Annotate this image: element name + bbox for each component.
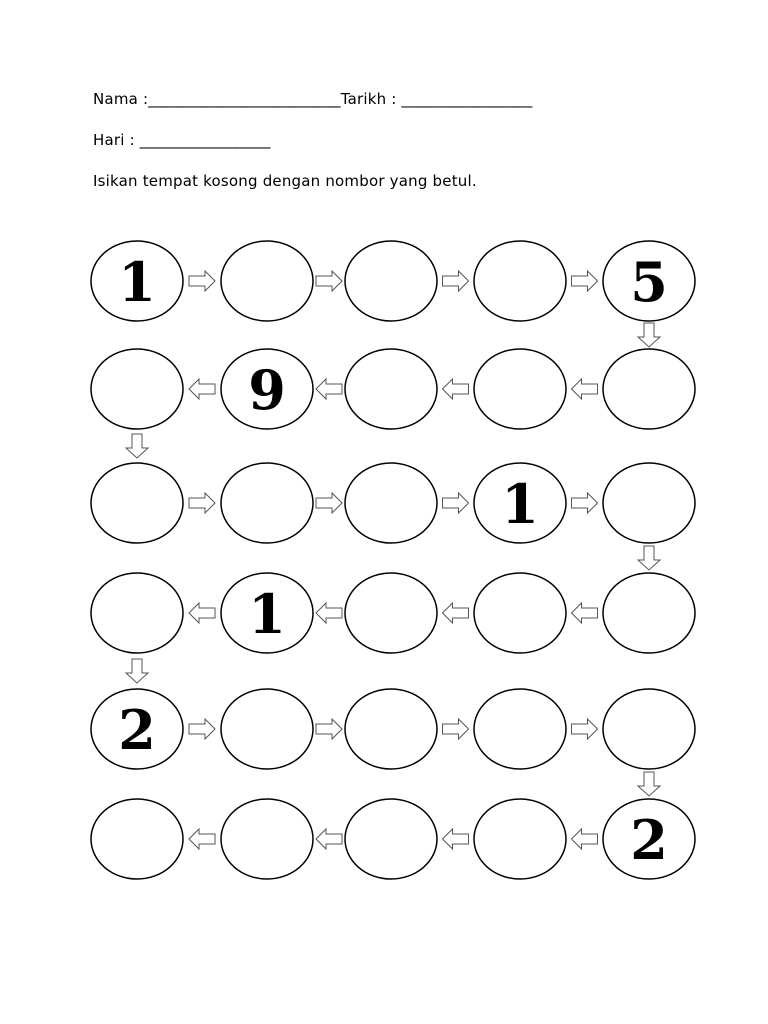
number-circle-r6-c1[interactable] (91, 799, 183, 879)
circle-outline (345, 573, 437, 653)
number-circle-r2-c1[interactable] (91, 349, 183, 429)
number-circle-r5-c5[interactable] (603, 689, 695, 769)
circle-outline (91, 463, 183, 543)
number-circle-r4-c2 (221, 573, 313, 653)
number-circle-r4-c4[interactable] (474, 573, 566, 653)
circle-outline (345, 349, 437, 429)
number-circle-r5-c4[interactable] (474, 689, 566, 769)
number-circle-r3-c2[interactable] (221, 463, 313, 543)
number-circle-r3-c3[interactable] (345, 463, 437, 543)
given-number: 1 (248, 582, 286, 646)
circle-outline (345, 689, 437, 769)
circle-outline (474, 689, 566, 769)
circle-outline (345, 241, 437, 321)
arrow-left-r6-2 (316, 829, 342, 849)
circle-outline (474, 349, 566, 429)
number-circle-r5-c1 (91, 689, 183, 769)
arrow-left-r2-1 (189, 379, 215, 399)
arrow-down-r2 (126, 434, 148, 458)
arrow-left-r2-4 (572, 379, 598, 399)
number-circle-r6-c4[interactable] (474, 799, 566, 879)
arrow-left-r4-4 (572, 603, 598, 623)
circle-outline (603, 349, 695, 429)
number-circle-r5-c3[interactable] (345, 689, 437, 769)
circle-outline (221, 689, 313, 769)
number-circle-r1-c3[interactable] (345, 241, 437, 321)
number-circle-r6-c3[interactable] (345, 799, 437, 879)
number-circle-r5-c2[interactable] (221, 689, 313, 769)
given-number: 1 (118, 250, 156, 314)
circle-outline (474, 799, 566, 879)
circle-outline (221, 463, 313, 543)
day-line: Hari : _________________ (93, 131, 271, 149)
circle-outline (345, 463, 437, 543)
arrow-right-r3-4 (572, 493, 598, 513)
given-number: 5 (630, 250, 668, 314)
number-circle-r1-c5 (603, 241, 695, 321)
number-circle-r3-c4 (474, 463, 566, 543)
circle-outline (221, 799, 313, 879)
arrow-right-r3-1 (189, 493, 215, 513)
number-circle-r3-c1[interactable] (91, 463, 183, 543)
given-number: 2 (630, 808, 668, 872)
arrow-left-r2-2 (316, 379, 342, 399)
arrow-right-r5-4 (572, 719, 598, 739)
number-circle-r6-c5 (603, 799, 695, 879)
circle-outline (221, 241, 313, 321)
number-circle-r4-c3[interactable] (345, 573, 437, 653)
arrow-left-r6-4 (572, 829, 598, 849)
arrow-left-r4-2 (316, 603, 342, 623)
circle-outline (91, 799, 183, 879)
arrow-right-r3-3 (443, 493, 469, 513)
arrow-left-r6-3 (443, 829, 469, 849)
arrow-left-r2-3 (443, 379, 469, 399)
number-circle-r2-c3[interactable] (345, 349, 437, 429)
circle-outline (603, 689, 695, 769)
number-circle-r4-c5[interactable] (603, 573, 695, 653)
arrow-right-r1-4 (572, 271, 598, 291)
number-circle-r6-c2[interactable] (221, 799, 313, 879)
number-circle-r2-c2 (221, 349, 313, 429)
circle-outline (603, 463, 695, 543)
arrow-right-r1-2 (316, 271, 342, 291)
given-number: 9 (248, 358, 286, 422)
number-circle-r4-c1[interactable] (91, 573, 183, 653)
number-circle-r3-c5[interactable] (603, 463, 695, 543)
number-circle-r1-c4[interactable] (474, 241, 566, 321)
number-circle-r1-c2[interactable] (221, 241, 313, 321)
name-date-line: Nama :_________________________Tarikh : _________________ (93, 90, 533, 108)
circle-outline (474, 241, 566, 321)
arrow-down-r5 (638, 772, 660, 796)
number-circle-r2-c4[interactable] (474, 349, 566, 429)
arrow-right-r5-3 (443, 719, 469, 739)
arrow-right-r5-1 (189, 719, 215, 739)
arrow-down-r3 (638, 546, 660, 570)
arrow-left-r4-3 (443, 603, 469, 623)
arrow-down-r1 (638, 323, 660, 347)
given-number: 1 (501, 472, 539, 536)
given-number: 2 (118, 698, 156, 762)
arrow-left-r6-1 (189, 829, 215, 849)
arrow-down-r4 (126, 659, 148, 683)
arrow-left-r4-1 (189, 603, 215, 623)
circle-outline (91, 573, 183, 653)
circle-outline (474, 573, 566, 653)
number-circle-r1-c1 (91, 241, 183, 321)
instruction-text: Isikan tempat kosong dengan nombor yang betul. (93, 172, 477, 190)
arrow-right-r1-1 (189, 271, 215, 291)
circle-outline (345, 799, 437, 879)
circle-outline (91, 349, 183, 429)
arrow-right-r3-2 (316, 493, 342, 513)
number-circle-r2-c5[interactable] (603, 349, 695, 429)
circle-outline (603, 573, 695, 653)
arrow-right-r5-2 (316, 719, 342, 739)
arrow-right-r1-3 (443, 271, 469, 291)
